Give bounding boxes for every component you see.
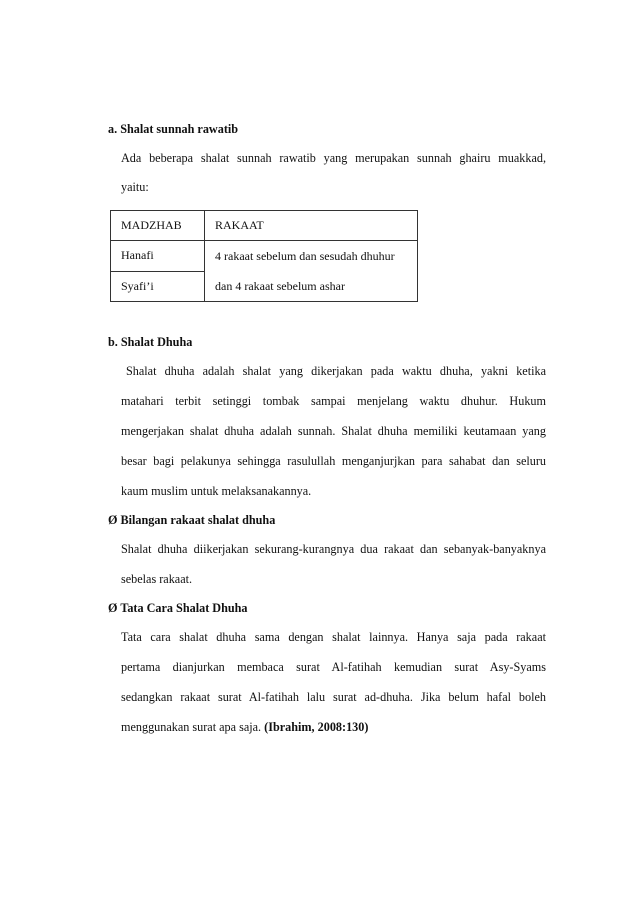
citation: (Ibrahim, 2008:130) xyxy=(264,720,369,734)
section-b-paragraph-line: Shalat dhuha adalah shalat yang dikerjakan pada waktu dhuha, yakni ketika xyxy=(126,364,546,378)
tata-cara-paragraph-line: Tata cara shalat dhuha sama dengan shalat lainnya. Hanya saja pada rakaat xyxy=(121,630,546,644)
bilangan-heading xyxy=(108,513,275,528)
section-b-paragraph-line: besar bagi pelakunya sehingga rasulullah menganjurjkan para sahabat dan seluru xyxy=(121,454,546,468)
bullet-icon: Ø xyxy=(108,513,118,527)
table-header-madzhab: MADZHAB xyxy=(111,211,205,241)
section-b-paragraph-line: matahari terbit setinggi tombak sampai menjelang waktu dhuhur. Hukum xyxy=(121,394,546,408)
section-a-paragraph-line: Ada beberapa shalat sunnah rawatib yang merupakan sunnah ghairu muakkad, xyxy=(121,151,546,165)
table-cell-rakaat xyxy=(205,241,418,302)
bilangan-paragraph-line: sebelas rakaat. xyxy=(121,572,193,586)
table-cell-madzhab: Hanafi xyxy=(111,241,205,272)
tata-cara-paragraph-line: sedangkan rakaat surat Al-fatihah lalu surat ad-dhuha. Jika belum hafal boleh xyxy=(121,690,546,704)
table-cell-madzhab: Syafi’i xyxy=(111,271,205,302)
tata-cara-paragraph-line xyxy=(121,720,368,735)
tata-cara-heading xyxy=(108,601,248,616)
table-header-rakaat: RAKAAT xyxy=(205,211,418,241)
table-row xyxy=(111,241,418,272)
section-b-paragraph-line: mengerjakan shalat dhuha adalah sunnah. Shalat dhuha memiliki keutamaan yang xyxy=(121,424,546,438)
table-header-row xyxy=(111,211,418,241)
section-a-heading: a. Shalat sunnah rawatib xyxy=(108,122,239,136)
rakaat-line: 4 rakaat sebelum dan sesudah dhuhur xyxy=(215,249,395,263)
tata-cara-last-line-text: menggunakan surat apa saja. xyxy=(121,720,265,734)
section-b-paragraph-line: kaum muslim untuk melaksanakannya. xyxy=(121,484,312,498)
section-a-paragraph-line: yaitu: xyxy=(121,180,149,194)
tata-cara-paragraph-line: pertama dianjurkan membaca surat Al-fatihah kemudian surat Asy-Syams xyxy=(121,660,546,674)
tata-cara-heading-text: Tata Cara Shalat Dhuha xyxy=(120,601,248,615)
bullet-icon: Ø xyxy=(108,601,118,615)
rakaat-line: dan 4 rakaat sebelum ashar xyxy=(215,279,345,293)
bilangan-paragraph-line: Shalat dhuha diikerjakan sekurang-kurangnya dua rakaat dan sebanyak-banyaknya xyxy=(121,542,546,556)
bilangan-heading-text: Bilangan rakaat shalat dhuha xyxy=(120,513,276,527)
section-b-heading: b. Shalat Dhuha xyxy=(108,335,193,349)
madzhab-table xyxy=(110,210,418,302)
